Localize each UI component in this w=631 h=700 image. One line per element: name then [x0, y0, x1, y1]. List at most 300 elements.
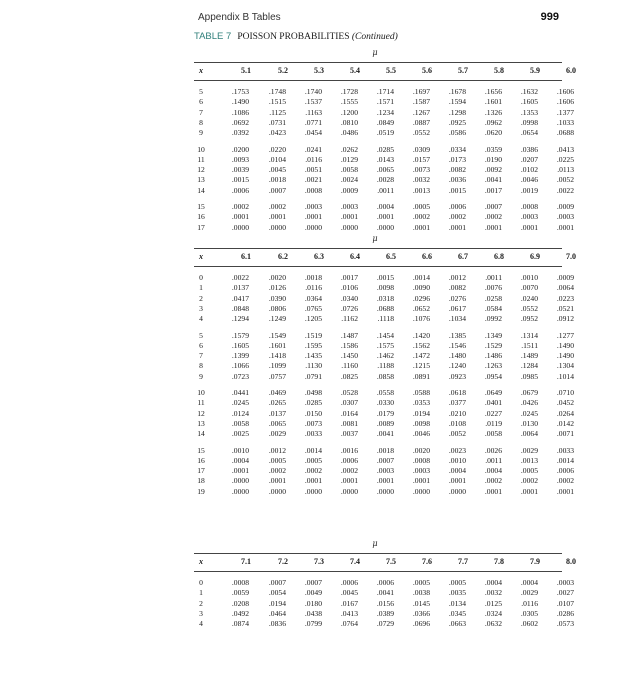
mu-column-header: 6.9 — [530, 252, 540, 261]
probability-cell: .0026 — [484, 445, 502, 455]
probability-cell: .0679 — [520, 388, 538, 397]
probability-cell: .0076 — [484, 283, 502, 293]
probability-cell: .0102 — [520, 165, 538, 175]
probability-cell: .0849 — [376, 117, 394, 127]
probability-cell: .0009 — [340, 185, 358, 195]
probability-cell: .0011 — [485, 455, 502, 465]
probability-cell: .0891 — [412, 371, 430, 381]
probability-cell: .0035 — [448, 588, 466, 598]
table-row — [194, 486, 574, 498]
probability-cell: .0912 — [556, 314, 574, 324]
probability-cell: .0003 — [376, 466, 394, 476]
table-row — [194, 185, 574, 197]
probability-cell: .1249 — [268, 314, 286, 324]
probability-cell: .1454 — [376, 330, 394, 340]
probability-cell: .0810 — [340, 117, 358, 127]
mu-column-header: 5.4 — [350, 66, 360, 75]
probability-cell: .0004 — [484, 466, 502, 476]
x-value: 10 — [197, 388, 205, 397]
table-rule — [194, 80, 562, 81]
probability-cell: .0000 — [376, 486, 394, 496]
probability-cell: .1234 — [376, 107, 394, 117]
probability-cell: .0002 — [448, 212, 466, 222]
probability-cell: .0145 — [412, 598, 430, 608]
x-value: 6 — [199, 340, 203, 350]
probability-cell: .0003 — [520, 212, 538, 222]
probability-cell: .0000 — [231, 486, 249, 496]
probability-cell: .0081 — [340, 418, 358, 428]
table-row — [194, 128, 574, 139]
probability-cell: .0008 — [231, 578, 249, 587]
probability-cell: .1579 — [231, 330, 249, 340]
probability-cell: .0765 — [304, 303, 322, 313]
x-value: 16 — [197, 212, 205, 222]
mu-column-header: 6.6 — [422, 252, 432, 261]
mu-column-header: 7.3 — [314, 557, 324, 566]
probability-cell: .0923 — [448, 371, 466, 381]
probability-cell: .0285 — [376, 144, 394, 154]
probability-cell: .0005 — [304, 455, 322, 465]
probability-cell: .0116 — [305, 283, 322, 293]
probability-cell: .0021 — [304, 175, 322, 185]
probability-cell: .0825 — [340, 371, 358, 381]
probability-cell: .0064 — [556, 283, 574, 293]
probability-cell: .0998 — [520, 117, 538, 127]
probability-cell: .0764 — [340, 619, 358, 629]
probability-cell: .0156 — [376, 598, 394, 608]
probability-cell: .0007 — [484, 202, 502, 211]
probability-cell: .0011 — [377, 185, 394, 195]
probability-cell: .0194 — [412, 408, 430, 418]
probability-cell: .0017 — [484, 185, 502, 195]
probability-cell: .0438 — [304, 608, 322, 618]
mu-column-header: 6.3 — [314, 252, 324, 261]
x-value: 13 — [197, 418, 205, 428]
probability-cell: .0004 — [484, 578, 502, 587]
probability-cell: .0002 — [484, 212, 502, 222]
probability-cell: .0001 — [484, 222, 502, 232]
probability-cell: .0001 — [340, 476, 358, 486]
probability-cell: .0007 — [304, 578, 322, 587]
probability-cell: .0210 — [448, 408, 466, 418]
x-column-header: x — [199, 252, 203, 261]
table-title: POISSON PROBABILITIES — [237, 32, 350, 42]
probability-cell: .0001 — [556, 486, 574, 496]
probability-cell: .0007 — [376, 455, 394, 465]
probability-cell: .0016 — [340, 445, 358, 455]
probability-cell: .1162 — [341, 314, 358, 324]
probability-cell: .1606 — [556, 97, 574, 107]
probability-cell: .0106 — [340, 283, 358, 293]
probability-cell: .0426 — [520, 398, 538, 408]
probability-cell: .0005 — [268, 455, 286, 465]
column-header-row — [194, 66, 576, 77]
x-column-header: x — [199, 66, 203, 75]
probability-cell: .1099 — [268, 361, 286, 371]
probability-cell: .1490 — [231, 97, 249, 107]
probability-cell: .0001 — [231, 212, 249, 222]
x-value: 8 — [199, 117, 203, 127]
probability-cell: .0194 — [268, 598, 286, 608]
x-value: 1 — [199, 283, 203, 293]
probability-cell: .0134 — [448, 598, 466, 608]
probability-cell: .0353 — [412, 398, 430, 408]
probability-cell: .0558 — [376, 388, 394, 397]
probability-cell: .1418 — [268, 351, 286, 361]
probability-cell: .0058 — [231, 418, 249, 428]
probability-cell: .0070 — [520, 283, 538, 293]
probability-cell: .0386 — [520, 144, 538, 154]
x-value: 4 — [199, 619, 203, 629]
probability-cell: .0029 — [520, 445, 538, 455]
probability-cell: .1562 — [412, 340, 430, 350]
probability-cell: .0874 — [231, 619, 249, 629]
probability-cell: .0001 — [231, 466, 249, 476]
x-value: 10 — [197, 144, 205, 154]
probability-cell: .0757 — [268, 371, 286, 381]
probability-cell: .0799 — [304, 619, 322, 629]
probability-cell: .0012 — [268, 445, 286, 455]
probability-cell: .1511 — [521, 340, 538, 350]
probability-cell: .1263 — [484, 361, 502, 371]
probability-cell: .0002 — [412, 212, 430, 222]
probability-cell: .0441 — [231, 388, 249, 397]
probability-cell: .0003 — [340, 202, 358, 211]
probability-cell: .1284 — [520, 361, 538, 371]
probability-cell: .0004 — [376, 202, 394, 211]
probability-cell: .1420 — [412, 330, 430, 340]
probability-cell: .0954 — [484, 371, 502, 381]
probability-cell: .0119 — [485, 418, 502, 428]
probability-cell: .0073 — [304, 418, 322, 428]
probability-cell: .0013 — [520, 455, 538, 465]
probability-cell: .0401 — [484, 398, 502, 408]
probability-cell: .0029 — [520, 588, 538, 598]
probability-cell: .1587 — [412, 97, 430, 107]
probability-cell: .1200 — [340, 107, 358, 117]
probability-cell: .0004 — [231, 455, 249, 465]
probability-cell: .1546 — [448, 340, 466, 350]
x-value: 14 — [197, 429, 205, 439]
probability-cell: .0125 — [484, 598, 502, 608]
probability-cell: .0001 — [376, 212, 394, 222]
probability-cell: .0330 — [376, 398, 394, 408]
probability-cell: .0006 — [231, 185, 249, 195]
probability-cell: .0038 — [412, 588, 430, 598]
probability-cell: .1519 — [304, 330, 322, 340]
probability-cell: .0696 — [412, 619, 430, 629]
probability-cell: .0129 — [340, 154, 358, 164]
probability-cell: .0028 — [376, 175, 394, 185]
probability-cell: .0093 — [231, 154, 249, 164]
mu-column-header: 6.7 — [458, 252, 468, 261]
probability-cell: .0240 — [520, 293, 538, 303]
probability-cell: .0962 — [484, 117, 502, 127]
probability-cell: .0002 — [520, 476, 538, 486]
table-row — [194, 222, 574, 234]
mu-column-header: 5.6 — [422, 66, 432, 75]
x-value: 0 — [199, 578, 203, 587]
mu-column-header: 7.6 — [422, 557, 432, 566]
probability-cell: .0000 — [376, 222, 394, 232]
probability-cell: .1277 — [556, 330, 574, 340]
probability-cell: .0032 — [484, 588, 502, 598]
probability-cell: .1575 — [376, 340, 394, 350]
probability-cell: .0054 — [268, 588, 286, 598]
probability-cell: .0207 — [520, 154, 538, 164]
probability-cell: .0001 — [520, 222, 538, 232]
mu-column-header: 5.5 — [386, 66, 396, 75]
probability-cell: .0688 — [376, 303, 394, 313]
probability-cell: .0377 — [448, 398, 466, 408]
probability-cell: .0006 — [340, 578, 358, 587]
probability-cell: .0002 — [231, 202, 249, 211]
probability-cell: .0089 — [376, 418, 394, 428]
probability-cell: .0180 — [304, 598, 322, 608]
probability-cell: .0223 — [556, 293, 574, 303]
x-value: 7 — [199, 107, 203, 117]
probability-cell: .0014 — [304, 445, 322, 455]
probability-cell: .1076 — [412, 314, 430, 324]
probability-cell: .0036 — [448, 175, 466, 185]
mu-column-header: 7.5 — [386, 557, 396, 566]
probability-cell: .0227 — [484, 408, 502, 418]
x-value: 15 — [197, 202, 205, 211]
x-value: 17 — [197, 466, 205, 476]
probability-cell: .0143 — [376, 154, 394, 164]
probability-cell: .0052 — [448, 429, 466, 439]
probability-cell: .1188 — [377, 361, 394, 371]
probability-cell: .0002 — [484, 476, 502, 486]
probability-cell: .0000 — [304, 486, 322, 496]
probability-cell: .1594 — [448, 97, 466, 107]
probability-cell: .0065 — [268, 418, 286, 428]
probability-cell: .0020 — [268, 273, 286, 282]
column-header-row — [194, 557, 576, 568]
probability-cell: .0008 — [412, 455, 430, 465]
x-value: 6 — [199, 97, 203, 107]
probability-cell: .0092 — [484, 165, 502, 175]
probability-cell: .0618 — [448, 388, 466, 397]
probability-cell: .0142 — [556, 418, 574, 428]
mu-column-header: 6.8 — [494, 252, 504, 261]
probability-cell: .0413 — [556, 144, 574, 154]
probability-cell: .1326 — [484, 107, 502, 117]
probability-cell: .0390 — [268, 293, 286, 303]
mu-column-header: 7.2 — [278, 557, 288, 566]
x-value: 9 — [199, 128, 203, 138]
probability-cell: .0137 — [231, 283, 249, 293]
probability-cell: .0014 — [556, 455, 574, 465]
x-value: 2 — [199, 293, 203, 303]
probability-cell: .0258 — [484, 293, 502, 303]
table-row — [194, 371, 574, 383]
probability-cell: .1240 — [448, 361, 466, 371]
mu-column-header: 5.7 — [458, 66, 468, 75]
table-row — [194, 619, 574, 630]
probability-cell: .1678 — [448, 87, 466, 96]
probability-cell: .0001 — [412, 476, 430, 486]
probability-cell: .0017 — [340, 273, 358, 282]
probability-cell: .0001 — [304, 476, 322, 486]
probability-cell: .0073 — [412, 165, 430, 175]
probability-cell: .0011 — [485, 273, 502, 282]
probability-cell: .1605 — [520, 97, 538, 107]
probability-cell: .1586 — [340, 340, 358, 350]
probability-cell: .1656 — [484, 87, 502, 96]
probability-cell: .1125 — [269, 107, 286, 117]
probability-cell: .0001 — [484, 486, 502, 496]
probability-cell: .0307 — [340, 398, 358, 408]
probability-cell: .0220 — [268, 144, 286, 154]
probability-cell: .0014 — [412, 273, 430, 282]
x-value: 12 — [197, 408, 205, 418]
mu-symbol: μ — [372, 234, 378, 243]
probability-cell: .0324 — [484, 608, 502, 618]
probability-cell: .0654 — [520, 128, 538, 138]
mu-column-header: 7.1 — [241, 557, 251, 566]
x-value: 15 — [197, 445, 205, 455]
probability-cell: .1349 — [484, 330, 502, 340]
x-value: 5 — [199, 330, 203, 340]
probability-cell: .1748 — [268, 87, 286, 96]
probability-cell: .0150 — [304, 408, 322, 418]
probability-cell: .1714 — [376, 87, 394, 96]
probability-cell: .0000 — [231, 222, 249, 232]
probability-cell: .0286 — [556, 608, 574, 618]
page-number: 999 — [540, 11, 559, 23]
probability-cell: .0002 — [268, 466, 286, 476]
probability-cell: .1294 — [231, 314, 249, 324]
probability-cell: .1034 — [448, 314, 466, 324]
probability-cell: .0027 — [556, 588, 574, 598]
probability-cell: .1450 — [340, 351, 358, 361]
probability-cell: .0006 — [376, 578, 394, 587]
probability-cell: .0046 — [520, 175, 538, 185]
x-value: 18 — [197, 476, 205, 486]
probability-cell: .0389 — [376, 608, 394, 618]
probability-cell: .1605 — [231, 340, 249, 350]
probability-cell: .0925 — [448, 117, 466, 127]
probability-cell: .0010 — [520, 273, 538, 282]
probability-cell: .0649 — [484, 388, 502, 397]
probability-cell: .0037 — [340, 429, 358, 439]
probability-cell: .0015 — [231, 175, 249, 185]
probability-cell: .1486 — [484, 351, 502, 361]
probability-cell: .0573 — [556, 619, 574, 629]
probability-cell: .0107 — [556, 598, 574, 608]
probability-cell: .0552 — [520, 303, 538, 313]
probability-cell: .1066 — [231, 361, 249, 371]
probability-cell: .0620 — [484, 128, 502, 138]
probability-cell: .0130 — [520, 418, 538, 428]
probability-cell: .0584 — [484, 303, 502, 313]
probability-cell: .0413 — [340, 608, 358, 618]
probability-cell: .0019 — [520, 185, 538, 195]
x-value: 17 — [197, 222, 205, 232]
probability-cell: .0058 — [340, 165, 358, 175]
x-column-header: x — [199, 557, 203, 566]
probability-cell: .1480 — [448, 351, 466, 361]
probability-cell: .0002 — [556, 476, 574, 486]
probability-cell: .0586 — [448, 128, 466, 138]
probability-cell: .0848 — [231, 303, 249, 313]
probability-cell: .0602 — [520, 619, 538, 629]
probability-cell: .0058 — [484, 429, 502, 439]
probability-cell: .0007 — [268, 578, 286, 587]
column-header-row — [194, 252, 576, 263]
probability-cell: .0492 — [231, 608, 249, 618]
probability-cell: .0032 — [412, 175, 430, 185]
probability-cell: .0000 — [412, 486, 430, 496]
probability-cell: .0003 — [412, 466, 430, 476]
probability-cell: .1549 — [268, 330, 286, 340]
probability-cell: .0018 — [304, 273, 322, 282]
mu-column-header: 8.0 — [566, 557, 576, 566]
probability-cell: .1353 — [520, 107, 538, 117]
probability-cell: .0022 — [231, 273, 249, 282]
probability-cell: .0710 — [556, 388, 574, 397]
probability-cell: .0521 — [556, 303, 574, 313]
probability-cell: .0366 — [412, 608, 430, 618]
probability-cell: .0318 — [376, 293, 394, 303]
probability-cell: .1205 — [304, 314, 322, 324]
probability-cell: .1487 — [340, 330, 358, 340]
probability-cell: .1435 — [304, 351, 322, 361]
probability-cell: .1571 — [376, 97, 394, 107]
probability-cell: .1304 — [556, 361, 574, 371]
probability-cell: .0005 — [448, 578, 466, 587]
probability-cell: .0006 — [556, 466, 574, 476]
mu-column-header: 7.0 — [566, 252, 576, 261]
probability-cell: .0985 — [520, 371, 538, 381]
probability-cell: .0000 — [340, 222, 358, 232]
probability-cell: .0137 — [268, 408, 286, 418]
probability-cell: .0340 — [340, 293, 358, 303]
probability-cell: .0023 — [448, 445, 466, 455]
probability-cell: .0264 — [556, 408, 574, 418]
probability-cell: .0116 — [305, 154, 322, 164]
probability-cell: .0726 — [340, 303, 358, 313]
probability-cell: .0617 — [448, 303, 466, 313]
table-continued-note: (Continued) — [351, 32, 398, 42]
probability-cell: .0001 — [412, 222, 430, 232]
probability-cell: .0001 — [304, 212, 322, 222]
probability-cell: .0002 — [304, 466, 322, 476]
probability-cell: .0009 — [556, 202, 574, 211]
probability-cell: .0164 — [340, 408, 358, 418]
probability-cell: .1399 — [231, 351, 249, 361]
mu-column-header: 5.9 — [530, 66, 540, 75]
probability-cell: .0046 — [412, 429, 430, 439]
mu-column-header: 6.4 — [350, 252, 360, 261]
table-rule — [194, 248, 562, 249]
probability-cell: .0359 — [484, 144, 502, 154]
x-value: 11 — [197, 398, 205, 408]
probability-cell: .0039 — [231, 165, 249, 175]
probability-cell: .0049 — [304, 588, 322, 598]
probability-cell: .0041 — [376, 588, 394, 598]
probability-cell: .0007 — [268, 185, 286, 195]
probability-cell: .1385 — [448, 330, 466, 340]
probability-cell: .0052 — [556, 175, 574, 185]
probability-cell: .0001 — [268, 212, 286, 222]
probability-cell: .0000 — [268, 222, 286, 232]
table-number: TABLE 7 — [194, 31, 232, 42]
mu-symbol: μ — [372, 48, 378, 57]
probability-cell: .0126 — [268, 283, 286, 293]
x-value: 13 — [197, 175, 205, 185]
